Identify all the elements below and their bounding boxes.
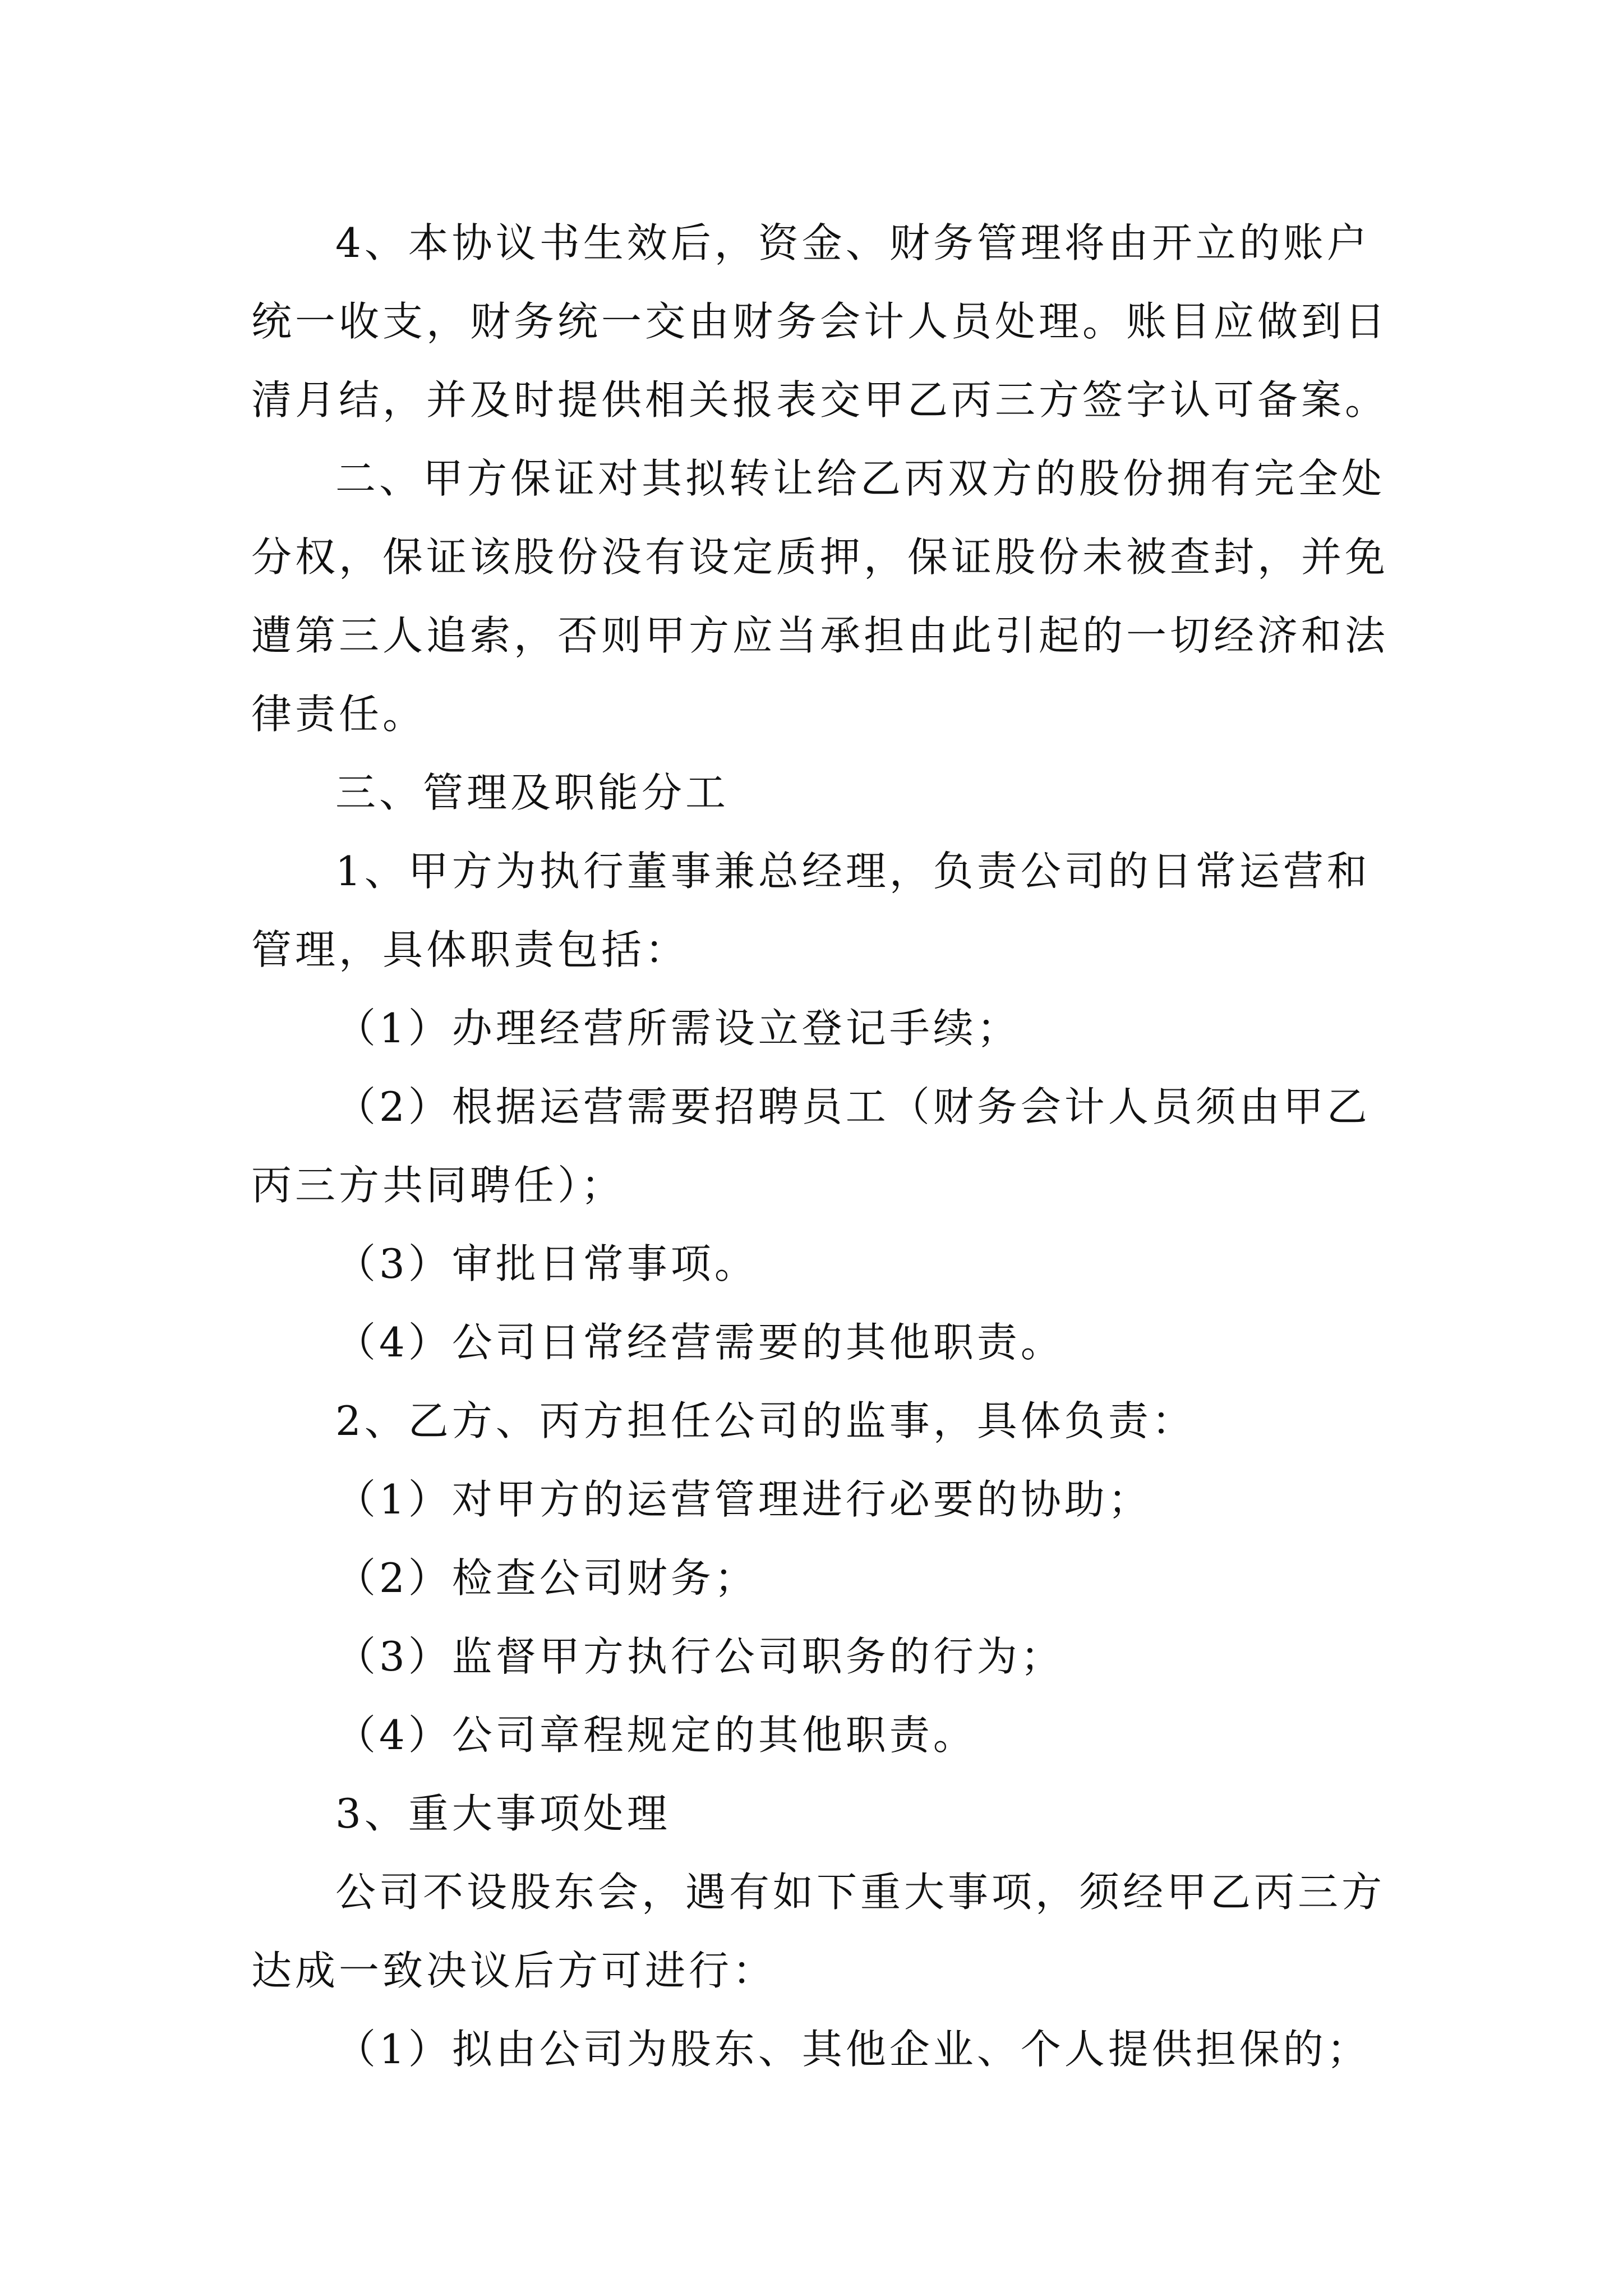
paragraph-line: 2、乙方、丙方担任公司的监事，具体负责： (335, 1397, 1196, 1444)
list-item: （3）审批日常事项。 (335, 1240, 758, 1287)
paragraph-line: 达成一致决议后方可进行： (251, 1947, 777, 1994)
list-item: （2）检查公司财务； (335, 1554, 758, 1602)
list-item: （1）拟由公司为股东、其他企业、个人提供担保的； (335, 2026, 1371, 2073)
paragraph-line: 公司不设股东会，遇有如下重大事项，须经甲乙丙三方 (335, 1869, 1386, 1916)
paragraph-line: 分权，保证该股份没有设定质押，保证股份未被查封，并免 (251, 533, 1389, 581)
list-item: （4）公司日常经营需要的其他职责。 (335, 1319, 1064, 1366)
paragraph-line: 4、本协议书生效后，资金、财务管理将由开立的账户 (335, 219, 1371, 266)
paragraph-line: 管理，具体职责包括： (251, 926, 689, 973)
list-item: （2）根据运营需要招聘员工（财务会计人员须由甲乙 (335, 1083, 1371, 1130)
paragraph-line: 统一收支，财务统一交由财务会计人员处理。账目应做到日 (251, 298, 1389, 345)
list-item: （1）办理经营所需设立登记手续； (335, 1005, 1021, 1052)
paragraph-line: 1、甲方为执行董事兼总经理，负责公司的日常运营和 (335, 848, 1371, 895)
list-item: （1）对甲方的运营管理进行必要的协助； (335, 1476, 1152, 1523)
list-item: （3）监督甲方执行公司职务的行为； (335, 1633, 1064, 1680)
paragraph-line: 律责任。 (251, 691, 427, 738)
paragraph-line: 二、甲方保证对其拟转让给乙丙双方的股份拥有完全处 (335, 455, 1386, 502)
section-heading: 三、管理及职能分工 (335, 769, 730, 816)
paragraph-line: 3、重大事项处理 (335, 1790, 671, 1837)
paragraph-line: 遭第三人追索，否则甲方应当承担由此引起的一切经济和法 (251, 612, 1389, 659)
paragraph-line: 清月结，并及时提供相关报表交甲乙丙三方签字认可备案。 (251, 376, 1389, 424)
list-item: （4）公司章程规定的其他职责。 (335, 1711, 977, 1759)
list-item: 丙三方共同聘任）； (251, 1162, 625, 1209)
